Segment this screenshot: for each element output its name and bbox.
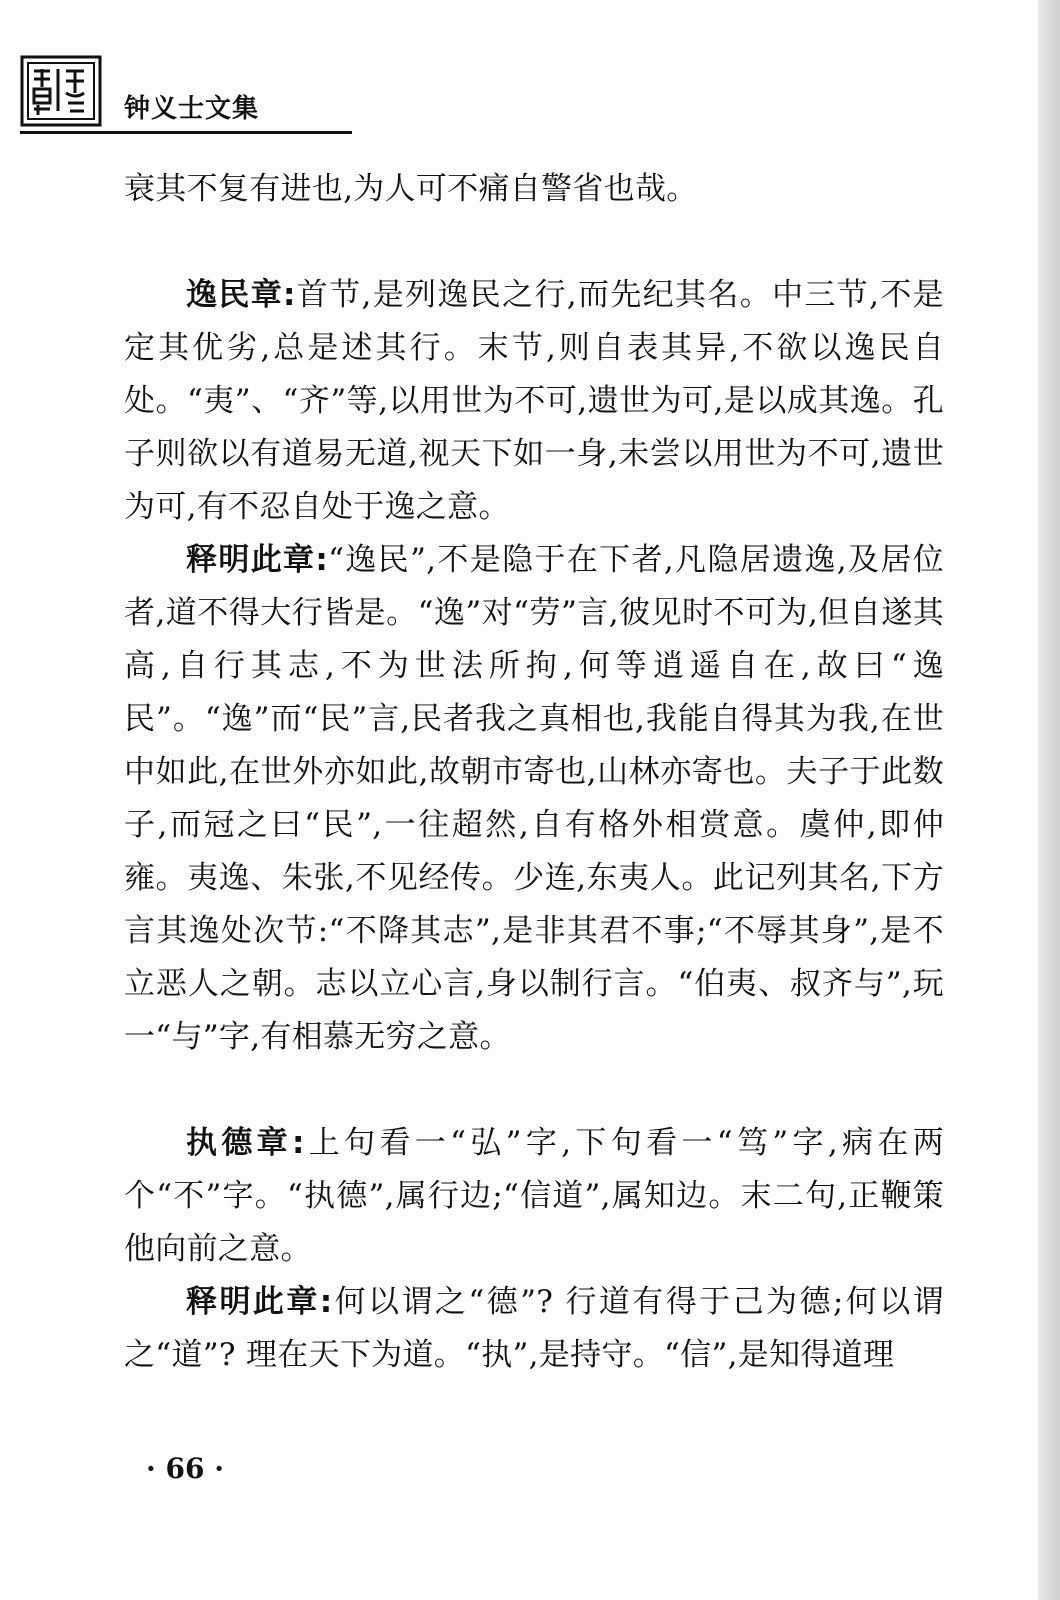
paragraph-zhide-explanation bbox=[124, 1276, 944, 1382]
paragraph-yimin-explanation bbox=[124, 534, 944, 1064]
paragraph-label: 释明此章: bbox=[186, 542, 329, 578]
paragraph-zhide-chapter bbox=[124, 1117, 944, 1276]
paragraph-text: 衰其不复有进也,为人可不痛自警省也哉。 bbox=[124, 171, 698, 207]
paragraph-text: 何以谓之“德”? 行道有得于己为德;何以谓之“道”? 理在天下为道。“执”,是持守。“信”,是知得道理 bbox=[124, 1284, 944, 1373]
paragraph-text: 上句看一“弘”字,下句看一“笃”字,病在两个“不”字。“执德”,属行边;“信道”,属知边。末二句,正鞭策他向前之意。 bbox=[124, 1125, 944, 1267]
book-title: 钟义士文集 bbox=[124, 94, 260, 124]
page-number: · 66 · bbox=[146, 1452, 224, 1485]
paragraph-label: 执德章: bbox=[186, 1125, 305, 1161]
header-rule bbox=[20, 131, 352, 134]
paragraph-text: 首节,是列逸民之行,而先纪其名。中三节,不是定其优劣,总是述其行。末节,则自表其异,不欲以逸民自处。“夷”、“齐”等,以用世为不可,遗世为可,是以成其逸。孔子则欲以有道易无道,视天下如一身,未尝以用世为不可,遗世为可,有不忍自处于逸之意。 bbox=[124, 277, 944, 525]
paragraph-label: 逸民章: bbox=[186, 277, 296, 313]
paragraph-yimin-chapter bbox=[124, 269, 944, 534]
paragraph-continuation bbox=[124, 163, 944, 216]
page-edge-shadow bbox=[1038, 0, 1060, 1600]
paragraph-label: 释明此章: bbox=[186, 1284, 333, 1320]
paragraph-text: “逸民”,不是隐于在下者,凡隐居遗逸,及居位者,道不得大行皆是。“逸”对“劳”言,彼见时不可为,但自遂其高,自行其志,不为世法所拘,何等逍遥自在,故曰“逸民”。“逸”而“民”言,民者我之真相也,我能自得其为我,在世中如此,在世外亦如此,故朝市寄也,山林亦寄也。夫子于此数子,而冠之曰“民”,一往超然,自有格外相赏意。虞仲,即仲雍。夷逸、朱张,不见经传。少连,东夷人。此记列其名,下方言其逸处次节:“不降其志”,是非其君不事;“不辱其身”,是不立恶人之朝。志以立心言,身以制行言。“伯夷、叔齐与”,玩一“与”字,有相慕无穷之意。 bbox=[124, 542, 944, 1055]
seal-stamp-icon bbox=[20, 55, 102, 127]
body-text bbox=[124, 163, 944, 1382]
